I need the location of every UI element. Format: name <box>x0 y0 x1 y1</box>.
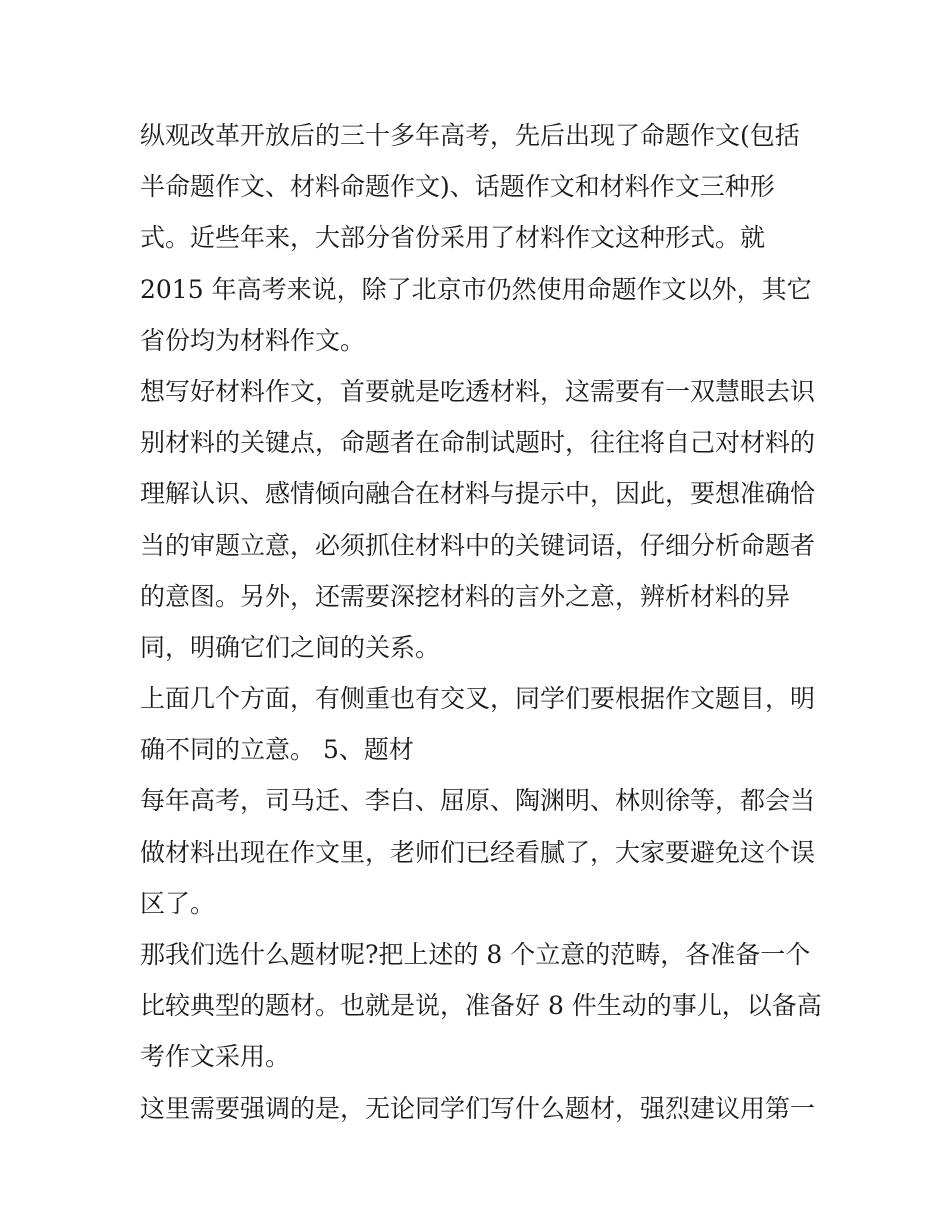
body-text <box>140 110 830 1134</box>
paragraph-material-analysis <box>140 366 830 673</box>
text-line: 考作文采用。 <box>140 1042 291 1072</box>
text-line: 2015 年高考来说，除了北京市仍然使用命题作文以外，其它 <box>140 274 812 304</box>
text-line: 理解认识、感情倾向融合在材料与提示中，因此，要想准确恰 <box>140 479 816 509</box>
paragraph-common-topics <box>140 775 830 929</box>
text-line: 半命题作文、材料命题作文)、话题作文和材料作文三种形 <box>140 172 775 202</box>
text-line: 这里需要强调的是，无论同学们写什么题材，强烈建议用第一 <box>140 1093 816 1123</box>
text-line: 区了。 <box>140 888 216 918</box>
text-line: 上面几个方面，有侧重也有交叉，同学们要根据作文题目，明 <box>140 684 816 714</box>
text-line: 比较典型的题材。也就是说，准备好 8 件生动的事儿，以备高 <box>140 991 822 1021</box>
text-line: 确不同的立意。 5、题材 <box>140 735 414 765</box>
paragraph-topic-selection <box>140 929 830 1083</box>
text-line: 想写好材料作文，首要就是吃透材料，这需要有一双慧眼去识 <box>140 376 816 406</box>
text-line: 省份均为材料作文。 <box>140 325 366 355</box>
paragraph-emphasis <box>140 1083 830 1134</box>
text-line: 当的审题立意，必须抓住材料中的关键词语，仔细分析命题者 <box>140 530 816 560</box>
text-line: 每年高考，司马迁、李白、屈原、陶渊明、林则徐等，都会当 <box>140 786 816 816</box>
text-line: 式。近些年来，大部分省份采用了材料作文这种形式。就 <box>140 223 766 253</box>
paragraph-intent <box>140 673 830 775</box>
text-line: 做材料出现在作文里，老师们已经看腻了，大家要避免这个误 <box>140 837 816 867</box>
text-line: 同，明确它们之间的关系。 <box>140 632 441 662</box>
text-line: 那我们选什么题材呢?把上述的 8 个立意的范畴，各准备一个 <box>140 940 811 969</box>
text-line: 别材料的关键点，命题者在命制试题时，往往将自己对材料的 <box>140 428 816 458</box>
text-line: 纵观改革开放后的三十多年高考，先后出现了命题作文(包括 <box>140 121 800 150</box>
paragraph-exam-history <box>140 110 830 366</box>
text-line: 的意图。另外，还需要深挖材料的言外之意，辨析材料的异 <box>140 581 791 611</box>
